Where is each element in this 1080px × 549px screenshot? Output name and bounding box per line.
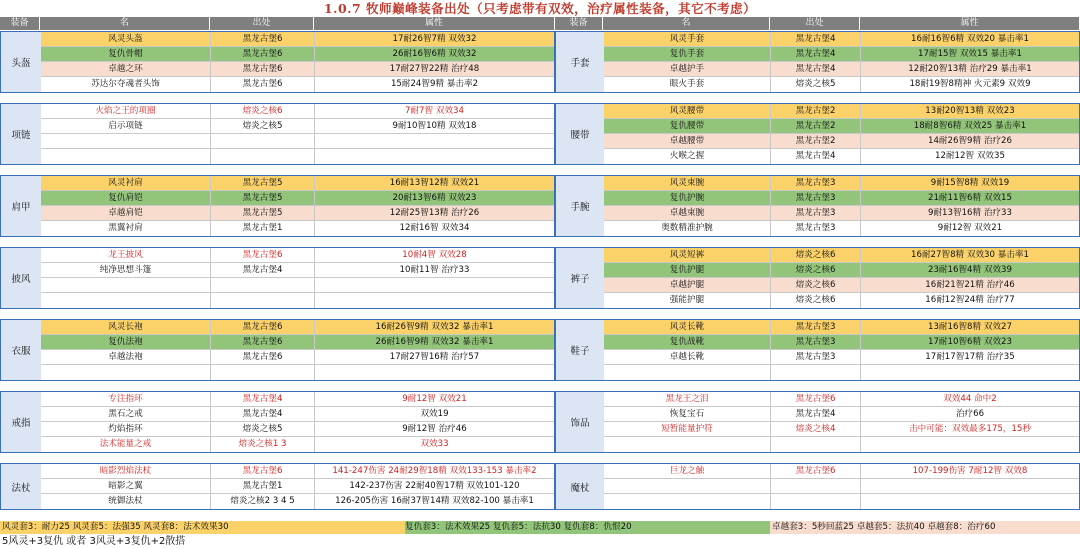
- item-name: 复仇护腕: [604, 191, 771, 206]
- table-row: [604, 176, 1079, 191]
- item-name: 短暂能量护符: [604, 422, 771, 437]
- table-row: [604, 119, 1079, 134]
- table-row: [41, 335, 554, 350]
- slot-category: 裤子: [556, 248, 605, 308]
- item-name: [41, 365, 211, 380]
- item-attributes: 9耐12智 双效21: [937, 223, 1003, 233]
- item-attributes: 12耐20智13精 治疗29 暴击率1: [908, 64, 1032, 74]
- equipment-block-left-0: [0, 31, 555, 93]
- table-row: [604, 320, 1079, 335]
- item-name: 卓越护手: [604, 62, 771, 77]
- table-row: [604, 350, 1079, 365]
- item-source: 黑龙古堡6: [211, 350, 315, 365]
- item-source: 熔炎之核2 3 4 5: [211, 494, 315, 509]
- item-source: 黑龙古堡4: [211, 263, 315, 278]
- item-name: 复仇护腿: [604, 263, 771, 278]
- item-source: 熔炎之核5: [211, 422, 315, 437]
- table-row: [41, 263, 554, 278]
- item-attributes: 16耐13智12精 双效21: [389, 178, 480, 188]
- table-row: [41, 221, 554, 236]
- item-attributes: 107-199伤害 7耐12智 双效8: [912, 466, 1028, 476]
- item-attributes: 双效44 命中2: [943, 394, 997, 404]
- table-row: [604, 437, 1079, 452]
- item-attributes: [315, 149, 554, 164]
- item-attributes: 双效33: [420, 439, 449, 449]
- item-name: [604, 437, 771, 452]
- item-source: [771, 437, 861, 452]
- table-row: [41, 365, 554, 380]
- slot-category: 衣服: [1, 320, 42, 380]
- table-row: [41, 104, 554, 119]
- item-source: 黑龙古堡3: [771, 191, 861, 206]
- equipment-block-right-6: [555, 463, 1080, 510]
- page-title: 1.0.7 牧师巅峰装备出处（只考虑带有双效，治疗属性装备，其它不考虑）: [323, 1, 757, 16]
- item-attributes: 17耐17智17精 治疗35: [925, 352, 1015, 362]
- item-name: 卓越腰带: [604, 134, 771, 149]
- item-source: 黑龙古堡6: [211, 32, 315, 47]
- header-category-left: 装备: [0, 17, 40, 30]
- equipment-block-right-5: [555, 391, 1080, 453]
- item-attributes: 10耐11智 治疗33: [399, 265, 470, 275]
- item-source: 黑龙古堡3: [771, 176, 861, 191]
- item-name: 暗影烈焰法杖: [41, 464, 211, 479]
- item-attributes: 16耐21智21精 治疗46: [925, 280, 1015, 290]
- item-attributes: 9耐12智 双效21: [402, 394, 467, 404]
- table-row: [604, 479, 1079, 494]
- item-source: 黑龙古堡2: [771, 104, 861, 119]
- equipment-block-right-4: [555, 319, 1080, 381]
- item-source: 黑龙古堡3: [771, 320, 861, 335]
- table-row: [41, 62, 554, 77]
- item-name: 风灵长袍: [41, 320, 211, 335]
- item-source: 黑龙古堡5: [211, 206, 315, 221]
- item-attributes: [315, 278, 554, 293]
- item-attributes: 14耐26智9精 治疗26: [928, 136, 1012, 146]
- item-source: 黑龙古堡1: [211, 479, 315, 494]
- item-source: [211, 134, 315, 149]
- item-attributes: 16耐12智24精 治疗77: [925, 295, 1015, 305]
- item-name: 复仇战靴: [604, 335, 771, 350]
- slot-category: 腰带: [556, 104, 605, 164]
- item-attributes: 21耐11智6精 双效15: [928, 193, 1012, 203]
- table-row: [41, 392, 554, 407]
- item-name: 统御法杖: [41, 494, 211, 509]
- item-source: 黑龙古堡4: [211, 392, 315, 407]
- table-row: [604, 278, 1079, 293]
- item-source: 黑龙古堡1: [211, 221, 315, 236]
- item-name: [41, 293, 211, 308]
- table-row: [604, 134, 1079, 149]
- table-row: [604, 104, 1079, 119]
- item-name: 复仇手套: [604, 47, 771, 62]
- item-attributes: 26耐16智9精 双效32 暴击率1: [375, 337, 494, 347]
- item-name: 复仇腰带: [604, 119, 771, 134]
- item-attributes: 12耐16智 双效34: [399, 223, 470, 233]
- item-name: 复仇法袍: [41, 335, 211, 350]
- table-row: [41, 32, 554, 47]
- item-attributes: 7耐7智 双效34: [405, 106, 464, 116]
- equipment-block-left-6: [0, 463, 555, 510]
- table-row: [604, 263, 1079, 278]
- item-attributes: [861, 479, 1079, 494]
- item-attributes: 击中可能：双效最多175，15秒: [909, 424, 1031, 434]
- item-name: 火喉之握: [604, 149, 771, 164]
- item-attributes: 20耐13智6精 双效23: [392, 193, 477, 203]
- table-row: [604, 392, 1079, 407]
- item-attributes: 17耐27智16精 治疗57: [389, 352, 480, 362]
- table-row: [604, 407, 1079, 422]
- table-row: [41, 479, 554, 494]
- item-source: 熔炎之核6: [771, 248, 861, 263]
- item-source: 黑龙古堡4: [771, 47, 861, 62]
- item-attributes: 26耐16智6精 双效32: [392, 49, 477, 59]
- item-source: 黑龙古堡5: [211, 191, 315, 206]
- equipment-block-right-3: [555, 247, 1080, 309]
- item-attributes: 16耐27智8精 双效30 暴击率1: [911, 250, 1029, 260]
- table-row: [41, 350, 554, 365]
- item-source: [211, 278, 315, 293]
- item-source: 黑龙古堡5: [211, 176, 315, 191]
- slot-category: 披风: [1, 248, 42, 308]
- item-name: 灼焰指环: [41, 422, 211, 437]
- item-source: 黑龙古堡3: [771, 221, 861, 236]
- item-attributes: 15耐24智9精 暴击率2: [390, 79, 479, 89]
- item-source: 黑龙古堡6: [771, 464, 861, 479]
- slot-category: 头盔: [1, 32, 42, 92]
- slot-category: 戒指: [1, 392, 42, 452]
- table-row: [41, 176, 554, 191]
- item-attributes: 9耐15智8精 双效19: [930, 178, 1010, 188]
- item-name: 风灵束腕: [604, 176, 771, 191]
- item-name: 眼火手套: [604, 77, 771, 92]
- equipment-block-left-2: [0, 175, 555, 237]
- slot-category: 手套: [556, 32, 605, 92]
- header-category-right: 装备: [555, 17, 603, 30]
- item-name: 强能护腿: [604, 293, 771, 308]
- item-source: [211, 149, 315, 164]
- item-name: [41, 134, 211, 149]
- item-name: 纯净思想斗篷: [41, 263, 211, 278]
- table-row: [41, 278, 554, 293]
- item-name: 火焰之王的项圈: [41, 104, 211, 119]
- table-row: [41, 134, 554, 149]
- build-note: 5风灵+3复仇 或者 3风灵+3复仇+2散搭: [2, 536, 186, 547]
- table-row: [41, 191, 554, 206]
- item-name: 龙王披风: [41, 248, 211, 263]
- equipment-block-left-1: [0, 103, 555, 165]
- table-row: [604, 62, 1079, 77]
- item-attributes: 141-247伤害 24耐29智18精 双效133-153 暴击率2: [332, 466, 537, 476]
- item-attributes: 治疗66: [955, 409, 985, 419]
- item-name: 卓越束腕: [604, 206, 771, 221]
- set-bonus-1: 复仇套3：法术效果25 复仇套5：法抗30 复仇套8：仇恨20: [405, 521, 770, 534]
- item-source: 黑龙古堡6: [211, 335, 315, 350]
- equipment-block-right-0: [555, 31, 1080, 93]
- table-row: [604, 77, 1079, 92]
- item-source: 熔炎之核4: [771, 422, 861, 437]
- item-name: 风灵头盔: [41, 32, 211, 47]
- item-name: [604, 479, 771, 494]
- slot-category: 饰品: [556, 392, 605, 452]
- item-name: 风灵手套: [604, 32, 771, 47]
- item-attributes: 16耐26智9精 双效32 暴击率1: [375, 322, 494, 332]
- item-attributes: [861, 494, 1079, 509]
- item-source: 黑龙古堡4: [771, 62, 861, 77]
- item-attributes: [315, 293, 554, 308]
- item-name: 卓越长靴: [604, 350, 771, 365]
- table-row: [604, 293, 1079, 308]
- item-source: 黑龙古堡2: [771, 134, 861, 149]
- item-name: 卓越法袍: [41, 350, 211, 365]
- table-row: [604, 494, 1079, 509]
- equipment-block-left-3: [0, 247, 555, 309]
- slot-category: 鞋子: [556, 320, 605, 380]
- item-name: 卓越之环: [41, 62, 211, 77]
- table-row: [41, 119, 554, 134]
- item-name: 卓越肩铠: [41, 206, 211, 221]
- table-row: [604, 422, 1079, 437]
- item-source: 熔炎之核6: [771, 293, 861, 308]
- item-source: [211, 293, 315, 308]
- item-attributes: 13耐16智8精 双效27: [928, 322, 1012, 332]
- item-name: 卓越护腿: [604, 278, 771, 293]
- item-attributes: 9耐10智10精 双效18: [392, 121, 477, 131]
- item-name: 风灵长靴: [604, 320, 771, 335]
- item-attributes: 13耐20智13精 双效23: [925, 106, 1015, 116]
- table-row: [41, 47, 554, 62]
- item-name: 黑石之戒: [41, 407, 211, 422]
- table-row: [41, 320, 554, 335]
- item-name: 复仇骨帽: [41, 47, 211, 62]
- table-row: [41, 293, 554, 308]
- item-attributes: 17耐26智7精 双效32: [392, 34, 477, 44]
- item-source: 熔炎之核6: [771, 263, 861, 278]
- item-source: 黑龙古堡6: [211, 62, 315, 77]
- item-source: 熔炎之核5: [211, 119, 315, 134]
- item-name: 风灵衬肩: [41, 176, 211, 191]
- item-name: 专注指环: [41, 392, 211, 407]
- table-row: [41, 77, 554, 92]
- table-row: [41, 407, 554, 422]
- table-row: [41, 422, 554, 437]
- equipment-block-left-4: [0, 319, 555, 381]
- item-attributes: 126-205伤害 16耐37智14精 双效82-100 暴击率1: [335, 496, 534, 506]
- item-source: 黑龙古堡6: [211, 320, 315, 335]
- set-bonus-0: 风灵套3：耐力25 风灵套5：法强35 风灵套8：法术效果30: [0, 521, 405, 534]
- item-attributes: [315, 134, 554, 149]
- slot-category: 魔杖: [556, 464, 605, 509]
- item-source: 黑龙古堡6: [211, 248, 315, 263]
- item-attributes: 12耐12智 双效35: [935, 151, 1005, 161]
- item-name: [41, 149, 211, 164]
- table-row: [604, 191, 1079, 206]
- item-attributes: 10耐4智 双效28: [402, 250, 467, 260]
- table-row: [604, 32, 1079, 47]
- table-row: [41, 149, 554, 164]
- item-name: [41, 278, 211, 293]
- table-row: [41, 464, 554, 479]
- table-row: [604, 221, 1079, 236]
- item-name: 奥数精准护腕: [604, 221, 771, 236]
- item-attributes: 142-237伤害 22耐40智17精 双效101-120: [349, 481, 520, 491]
- item-source: [211, 365, 315, 380]
- item-attributes: 16耐16智6精 双效20 暴击率1: [911, 34, 1029, 44]
- item-attributes: 23耐16智4精 双效39: [928, 265, 1012, 275]
- item-attributes: [315, 365, 554, 380]
- item-name: 黑翼衬肩: [41, 221, 211, 236]
- header-name-right: 名: [603, 17, 770, 30]
- item-name: 启示项链: [41, 119, 211, 134]
- item-name: 黑龙王之泪: [604, 392, 771, 407]
- table-row: [604, 365, 1079, 380]
- item-name: 苏达尔夺魂者头饰: [41, 77, 211, 92]
- item-source: 黑龙古堡4: [771, 407, 861, 422]
- item-source: 熔炎之核6: [211, 104, 315, 119]
- item-name: 法术能量之戒: [41, 437, 211, 452]
- table-row: [604, 248, 1079, 263]
- item-name: 风灵短裤: [604, 248, 771, 263]
- slot-category: 肩甲: [1, 176, 42, 236]
- item-attributes: 18耐19智8精神 火元素9 双效9: [909, 79, 1031, 89]
- table-row: [41, 248, 554, 263]
- header-attributes-left: 属性: [314, 17, 555, 30]
- table-row: [41, 494, 554, 509]
- item-source: 黑龙古堡2: [771, 119, 861, 134]
- item-attributes: 12耐25智13精 治疗26: [389, 208, 480, 218]
- item-source: 熔炎之核1 3: [211, 437, 315, 452]
- item-name: [604, 494, 771, 509]
- item-source: [771, 479, 861, 494]
- header-attributes-right: 属性: [860, 17, 1080, 30]
- item-source: 黑龙古堡6: [211, 77, 315, 92]
- set-bonus-2: 卓越套3：5秒回蓝25 卓越套5：法抗40 卓越套8：治疗60: [770, 521, 1080, 534]
- item-source: 黑龙古堡4: [211, 407, 315, 422]
- item-name: 暗影之翼: [41, 479, 211, 494]
- equipment-block-right-1: [555, 103, 1080, 165]
- item-source: 黑龙古堡6: [211, 464, 315, 479]
- header-name-left: 名: [40, 17, 210, 30]
- item-name: [604, 365, 771, 380]
- item-name: 恢复宝石: [604, 407, 771, 422]
- table-row: [41, 437, 554, 452]
- header-source-right: 出处: [770, 17, 860, 30]
- item-attributes: [861, 365, 1079, 380]
- item-attributes: [861, 437, 1079, 452]
- slot-category: 手腕: [556, 176, 605, 236]
- table-row: [604, 464, 1079, 479]
- item-source: 黑龙古堡4: [771, 149, 861, 164]
- item-source: 黑龙古堡6: [211, 47, 315, 62]
- item-attributes: 17耐15智 双效15 暴击率1: [918, 49, 1022, 59]
- item-name: 风灵腰带: [604, 104, 771, 119]
- item-attributes: 9耐13智16精 治疗33: [928, 208, 1012, 218]
- table-row: [604, 149, 1079, 164]
- item-source: 熔炎之核5: [771, 77, 861, 92]
- item-attributes: 双效19: [420, 409, 449, 419]
- item-attributes: 18耐8智6精 双效25 暴击率1: [913, 121, 1027, 131]
- item-source: 黑龙古堡3: [771, 206, 861, 221]
- item-source: 黑龙古堡4: [771, 32, 861, 47]
- item-attributes: 9耐12智 治疗46: [402, 424, 467, 434]
- table-row: [604, 335, 1079, 350]
- item-source: 黑龙古堡3: [771, 350, 861, 365]
- item-source: 熔炎之核6: [771, 278, 861, 293]
- header-source-left: 出处: [210, 17, 314, 30]
- item-attributes: 17耐27智22精 治疗48: [389, 64, 480, 74]
- item-source: [771, 365, 861, 380]
- item-source: 黑龙古堡6: [771, 392, 861, 407]
- equipment-block-left-5: [0, 391, 555, 453]
- table-row: [604, 206, 1079, 221]
- item-source: [771, 494, 861, 509]
- item-attributes: 17耐10智6精 双效23: [928, 337, 1012, 347]
- item-name: 巨龙之触: [604, 464, 771, 479]
- item-name: 复仇肩铠: [41, 191, 211, 206]
- slot-category: 项链: [1, 104, 42, 164]
- table-row: [41, 206, 554, 221]
- slot-category: 法杖: [1, 464, 42, 509]
- table-row: [604, 47, 1079, 62]
- equipment-block-right-2: [555, 175, 1080, 237]
- item-source: 黑龙古堡3: [771, 335, 861, 350]
